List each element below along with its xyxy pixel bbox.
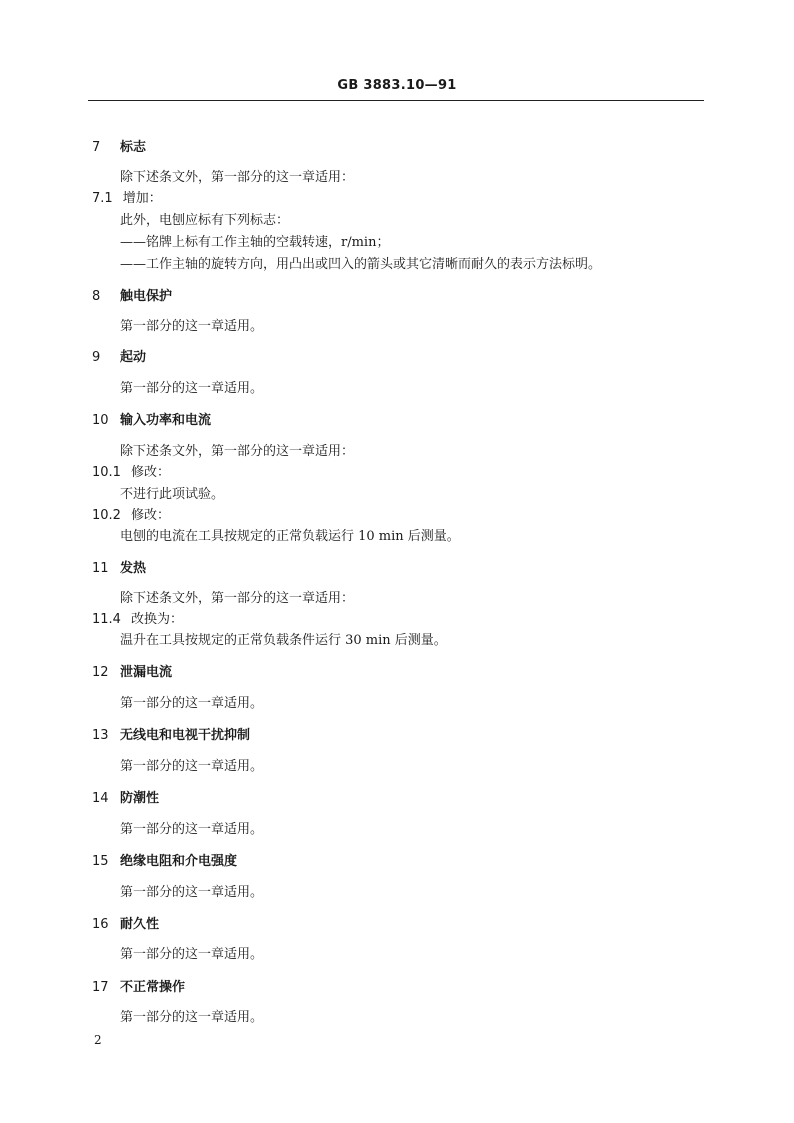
clause-label: 改换为： xyxy=(130,612,183,627)
section-9-text: 第一部分的这一章适用。 xyxy=(120,381,264,396)
section-16-heading xyxy=(92,913,159,932)
section-15-heading xyxy=(92,850,237,869)
clause-10-1-text: 不进行此项试验。 xyxy=(120,487,225,502)
section-11-intro: 除下述条文外，第一部分的这一章适用： xyxy=(120,591,355,606)
section-8-heading xyxy=(92,285,172,304)
clause-7-1-item-2: ——工作主轴的旋转方向，用凸出或凹入的箭头或其它清晰而耐久的表示方法标明。 xyxy=(120,257,602,272)
clause-label: 修改： xyxy=(130,508,170,523)
clause-10-1 xyxy=(92,461,170,480)
section-number: 13 xyxy=(92,728,109,743)
clause-10-2 xyxy=(92,504,170,523)
section-8-text: 第一部分的这一章适用。 xyxy=(120,319,264,334)
section-number: 12 xyxy=(92,665,109,680)
section-number: 7 xyxy=(92,140,101,155)
section-number: 14 xyxy=(92,791,109,806)
section-16-text: 第一部分的这一章适用。 xyxy=(120,947,264,962)
clause-7-1-intro: 此外，电刨应标有下列标志： xyxy=(120,213,290,228)
standard-code: GB 3883.10—91 xyxy=(337,78,457,93)
section-17-text: 第一部分的这一章适用。 xyxy=(120,1010,264,1025)
section-title: 不正常操作 xyxy=(120,980,186,995)
section-number: 8 xyxy=(92,289,101,304)
section-12-heading xyxy=(92,661,172,680)
section-title: 绝缘电阻和介电强度 xyxy=(120,854,238,869)
section-11-heading xyxy=(92,557,146,576)
clause-label: 修改： xyxy=(130,465,170,480)
section-7-intro: 除下述条文外，第一部分的这一章适用： xyxy=(120,170,355,185)
section-13-heading xyxy=(92,724,250,743)
section-title: 耐久性 xyxy=(120,917,160,932)
section-15-text: 第一部分的这一章适用。 xyxy=(120,885,264,900)
clause-10-2-text: 电刨的电流在工具按规定的正常负载运行 10 min 后测量。 xyxy=(120,529,460,544)
section-10-intro: 除下述条文外，第一部分的这一章适用： xyxy=(120,444,355,459)
section-title: 泄漏电流 xyxy=(120,665,173,680)
section-number: 11 xyxy=(92,561,109,576)
section-10-heading xyxy=(92,409,211,428)
clause-number: 7.1 xyxy=(92,191,113,206)
clause-7-1 xyxy=(92,187,162,206)
clause-11-4 xyxy=(92,608,183,627)
header-rule xyxy=(88,100,704,101)
section-number: 9 xyxy=(92,350,101,365)
clause-label: 增加： xyxy=(122,191,162,206)
section-13-text: 第一部分的这一章适用。 xyxy=(120,759,264,774)
section-title: 防潮性 xyxy=(120,791,160,806)
clause-7-1-item-1: ——铭牌上标有工作主轴的空载转速，r/min； xyxy=(120,235,390,250)
section-12-text: 第一部分的这一章适用。 xyxy=(120,696,264,711)
section-number: 17 xyxy=(92,980,109,995)
page-number: 2 xyxy=(94,1033,102,1047)
section-14-text: 第一部分的这一章适用。 xyxy=(120,822,264,837)
section-14-heading xyxy=(92,787,159,806)
section-title: 输入功率和电流 xyxy=(120,413,212,428)
section-title: 发热 xyxy=(120,561,147,576)
section-title: 起动 xyxy=(120,350,147,365)
section-title: 标志 xyxy=(120,140,147,155)
clause-11-4-text: 温升在工具按规定的正常负载条件运行 30 min 后测量。 xyxy=(120,633,447,648)
section-9-heading xyxy=(92,346,146,365)
section-number: 10 xyxy=(92,413,109,428)
clause-number: 11.4 xyxy=(92,612,121,627)
clause-number: 10.2 xyxy=(92,508,121,523)
section-title: 无线电和电视干扰抑制 xyxy=(120,728,251,743)
section-7-heading xyxy=(92,136,146,155)
section-title: 触电保护 xyxy=(120,289,173,304)
section-number: 15 xyxy=(92,854,109,869)
clause-number: 10.1 xyxy=(92,465,121,480)
section-number: 16 xyxy=(92,917,109,932)
section-17-heading xyxy=(92,976,185,995)
